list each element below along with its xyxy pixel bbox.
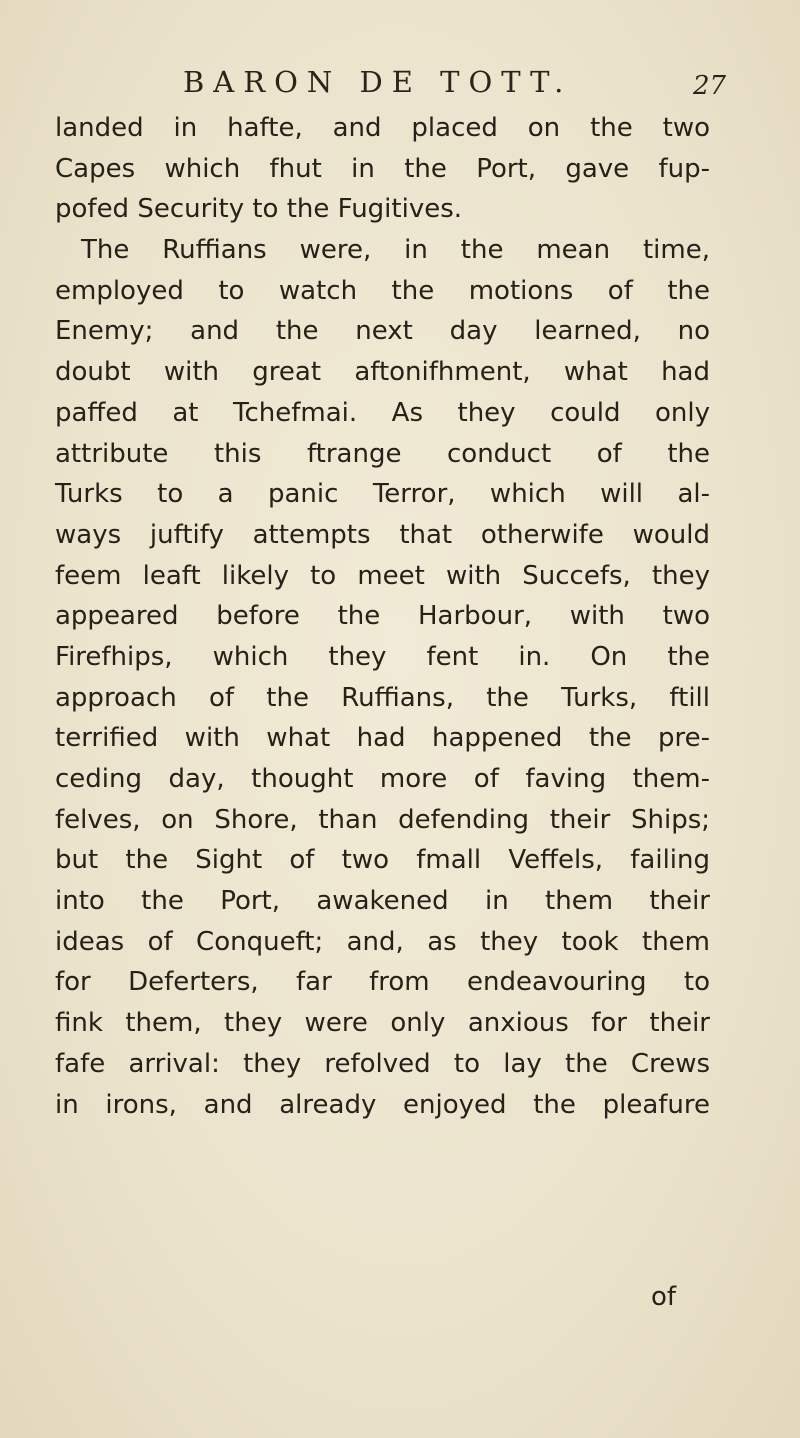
text-line: but the Sight of two fmall Veffels, failing <box>55 845 710 876</box>
text-line: into the Port, awakened in them their <box>55 886 710 917</box>
text-line: appeared before the Harbour, with two <box>55 601 710 632</box>
page-number: 27 <box>693 71 727 101</box>
text-line: paffed at Tchefmai. As they could only <box>55 397 710 428</box>
text-line: Capes which fhut in the Port, gave fup- <box>55 153 710 184</box>
text-line: feem leaft likely to meet with Succefs, they <box>55 560 710 591</box>
text-line: The Ruffians were, in the mean time, <box>81 235 710 266</box>
text-line: ideas of Conqueft; and, as they took them <box>55 926 710 957</box>
text-line: attribute this ftrange conduct of the <box>55 438 710 469</box>
text-line: in irons, and already enjoyed the pleafure <box>55 1089 710 1120</box>
body-text <box>55 108 710 1125</box>
text-line: pofed Security to the Fugitives. <box>55 194 463 225</box>
text-line: landed in hafte, and placed on the two <box>55 113 710 143</box>
text-line: ceding day, thought more of faving them- <box>55 764 710 794</box>
text-line: Firefhips, which they fent in. On the <box>55 641 710 672</box>
text-line: Turks to a panic Terror, which will al- <box>55 479 710 510</box>
text-line: Enemy; and the next day learned, no <box>55 316 710 347</box>
running-head <box>0 64 800 104</box>
text-line: terrified with what had happened the pre- <box>55 723 710 754</box>
text-line: approach of the Ruffians, the Turks, ftill <box>55 682 710 713</box>
text-line: fink them, they were only anxious for their <box>55 1008 710 1039</box>
running-title: BARON DE TOTT. <box>183 65 573 99</box>
text-line: doubt with great aftonifhment, what had <box>55 357 710 388</box>
text-line: fafe arrival: they refolved to lay the Crews <box>55 1048 710 1079</box>
text-line: ways juftify attempts that otherwife would <box>55 519 710 550</box>
text-line: for Deferters, far from endeavouring to <box>55 967 710 998</box>
catchword: of <box>651 1282 677 1312</box>
text-line: felves, on Shore, than defending their Ships; <box>55 804 710 835</box>
text-line: employed to watch the motions of the <box>55 275 710 306</box>
